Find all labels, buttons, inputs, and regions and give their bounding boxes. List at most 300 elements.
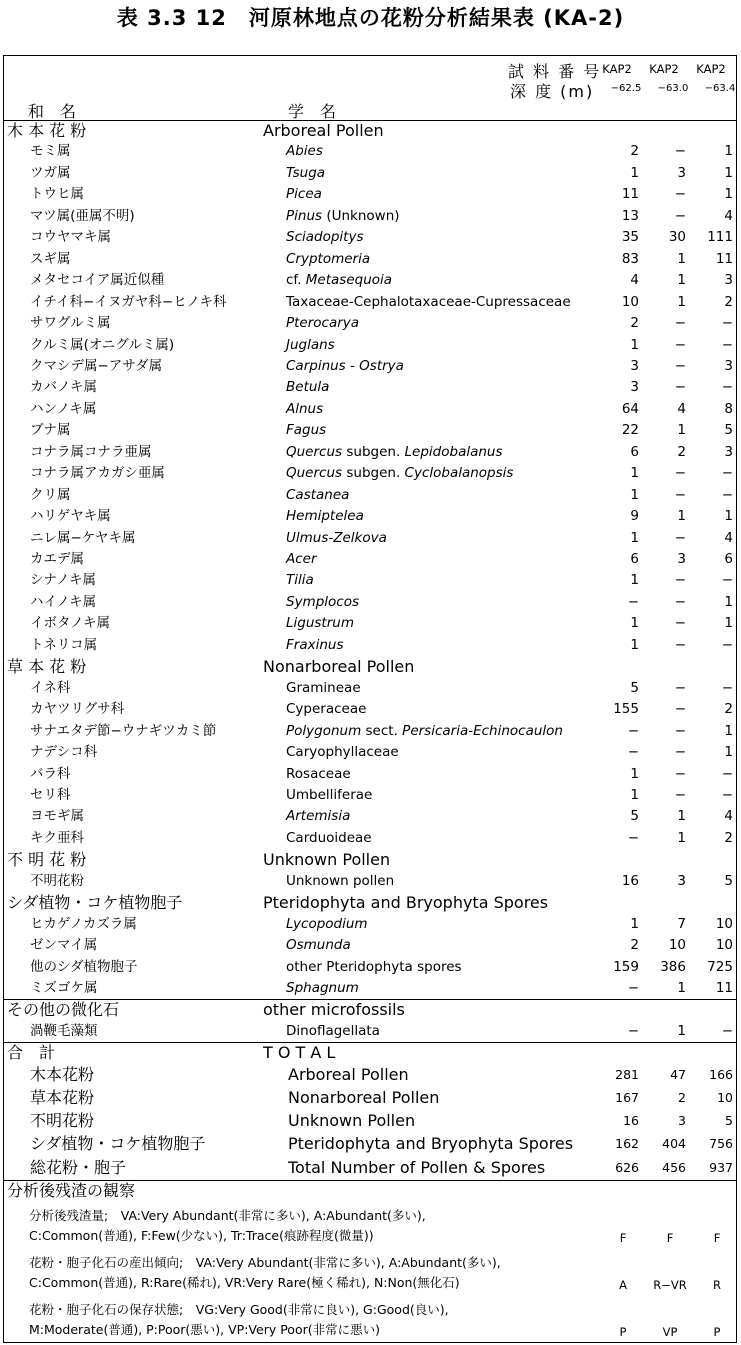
count-value-2: 4 (677, 400, 686, 417)
taxon-scientific-name: Acer (286, 551, 317, 567)
taxon-row (0, 270, 741, 291)
count-value-1: 5 (630, 808, 639, 825)
taxon-scientific-name: Tilia (286, 572, 314, 589)
category-japanese-name: 不 明 花 粉 (7, 850, 87, 870)
taxon-row (0, 163, 741, 184)
taxon-japanese-name: コウヤマキ属 (30, 229, 111, 246)
sample-depth-1: −62.5 (610, 83, 642, 94)
count-value-1: 2 (630, 315, 639, 332)
total-header-row (0, 1042, 741, 1063)
taxon-scientific-name: Taxaceae-Cephalotaxaceae-Cupressaceae (286, 293, 571, 310)
category-row (0, 656, 741, 677)
count-value-2: 3 (677, 164, 686, 181)
total-japanese-name: シダ植物・コケ植物胞子 (30, 1134, 206, 1154)
count-value-2: − (674, 529, 686, 546)
category-scientific-name: Pteridophyta and Bryophyta Spores (263, 893, 549, 913)
taxon-scientific-name: Cyperaceae (286, 701, 367, 718)
taxon-japanese-name: ツガ属 (30, 164, 71, 181)
count-value-2: 1 (677, 272, 686, 289)
observation-legend-line: C:Common(普通), F:Few(少ない), Tr:Trace(痕跡程度(微量)) (29, 1227, 374, 1243)
taxon-row (0, 420, 741, 441)
taxon-row (0, 292, 741, 313)
count-value-3: 937 (709, 1159, 733, 1175)
count-value-1: 1 (630, 164, 639, 181)
count-value-2: − (674, 615, 686, 632)
taxon-japanese-name: バラ科 (30, 765, 71, 782)
count-value-2: 3 (677, 551, 686, 567)
count-value-3: − (721, 379, 733, 396)
taxon-scientific-name: Carpinus - Ostrya (286, 357, 404, 374)
count-value-2: − (674, 701, 686, 718)
taxon-row (0, 764, 741, 785)
taxon-row (0, 442, 741, 463)
count-value-1: − (627, 593, 639, 610)
count-value-2: − (674, 315, 686, 332)
count-value-2: 47 (670, 1066, 686, 1082)
total-english-name: Pteridophyta and Bryophyta Spores (288, 1134, 574, 1154)
count-value-3: 1 (724, 593, 733, 610)
count-value-3: − (721, 765, 733, 782)
category-scientific-name: Nonarboreal Pollen (263, 657, 415, 677)
taxon-japanese-name: トネリコ属 (30, 636, 98, 653)
taxon-row (0, 1021, 741, 1042)
count-value-3: − (721, 315, 733, 332)
total-japanese-name: 総花粉・胞子 (30, 1157, 127, 1177)
observation-legend (29, 1206, 426, 1246)
taxon-row (0, 678, 741, 699)
taxon-scientific-name: Unknown pollen (286, 872, 395, 889)
taxon-row (0, 721, 741, 742)
taxon-japanese-name: ハリゲヤキ属 (30, 508, 111, 525)
count-value-1: 35 (621, 229, 639, 246)
count-value-3: 2 (724, 293, 733, 310)
taxon-japanese-name: 不明花粉 (30, 872, 84, 889)
observation-legend-line: 花粉・胞子化石の産出傾向; VA:Very Abundant(非常に多い), A:Abundant(多い), (29, 1254, 501, 1270)
count-value-3: 1 (724, 508, 733, 525)
total-english-name: Unknown Pollen (288, 1111, 416, 1131)
taxon-scientific-name: Betula (286, 379, 330, 396)
taxon-row (0, 528, 741, 549)
taxon-japanese-name: クマシデ属−アサダ属 (30, 357, 163, 374)
taxon-scientific-name: Fagus (286, 422, 327, 439)
count-value-1: 1 (630, 572, 639, 589)
taxon-japanese-name: クルミ属(オニグルミ属) (30, 336, 175, 353)
observation-value-2: VP (662, 1324, 678, 1339)
count-value-2: 1 (677, 293, 686, 310)
count-value-1: 11 (621, 186, 639, 203)
count-value-1: 3 (630, 379, 639, 396)
count-value-3: 2 (724, 701, 733, 718)
observation-legend-line: M:Moderate(普通), P:Poor(悪い), VP:Very Poor(非常に悪い) (29, 1321, 380, 1337)
category-row (0, 120, 741, 141)
count-value-1: 155 (613, 701, 639, 718)
count-value-3: − (721, 636, 733, 653)
taxon-scientific-name: Sphagnum (286, 980, 359, 996)
taxon-japanese-name: モミ属 (30, 143, 71, 160)
count-value-1: − (627, 980, 639, 996)
total-row (0, 1064, 741, 1085)
count-value-1: 2 (630, 143, 639, 160)
total-english-name: Nonarboreal Pollen (288, 1088, 440, 1107)
taxon-scientific-name: Symplocos (286, 593, 360, 610)
observation-legend-line: 花粉・胞子化石の保存状態; VG:Very Good(非常に良い), G:Good(良い), (29, 1301, 449, 1317)
count-value-3: 756 (709, 1136, 733, 1152)
taxon-row (0, 506, 741, 527)
taxon-scientific-name: Juglans (286, 336, 335, 353)
count-value-2: 1 (677, 422, 686, 439)
count-value-3: 166 (709, 1066, 733, 1082)
taxon-japanese-name: ハンノキ属 (30, 400, 97, 417)
count-value-3: 5 (724, 872, 733, 889)
taxon-scientific-name: Carduoideae (286, 829, 372, 846)
taxon-scientific-name: Lycopodium (286, 915, 368, 932)
count-value-3: − (721, 486, 733, 503)
total-japanese-name: 草本花粉 (30, 1088, 95, 1107)
sample-id-2: KAP2 (649, 62, 679, 76)
count-value-2: 456 (662, 1159, 686, 1175)
taxon-scientific-name: Pinus (Unknown) (286, 207, 400, 224)
taxon-japanese-name: 他のシダ植物胞子 (30, 958, 138, 975)
taxon-japanese-name: シナノキ属 (30, 572, 97, 589)
count-value-2: − (674, 207, 686, 224)
taxon-scientific-name: Abies (286, 143, 323, 160)
count-value-2: − (674, 486, 686, 503)
taxon-row (0, 227, 741, 248)
taxon-row (0, 249, 741, 270)
total-japanese-name: 木本花粉 (30, 1064, 95, 1084)
taxon-row (0, 592, 741, 613)
total-japanese-name: 不明花粉 (30, 1111, 95, 1131)
observation-value-3: F (713, 1230, 721, 1245)
count-value-2: 7 (677, 915, 686, 932)
total-row (0, 1110, 741, 1131)
japanese-name-header: 和 名 (28, 102, 77, 121)
depth-label: 深 度 (m) (510, 82, 595, 101)
count-value-3: − (721, 572, 733, 589)
count-value-2: − (674, 593, 686, 610)
total-english-name: Total Number of Pollen & Spores (288, 1157, 546, 1177)
taxon-row (0, 485, 741, 506)
taxon-row (0, 184, 741, 205)
count-value-2: − (674, 786, 686, 803)
taxon-japanese-name: イチイ科−イヌガヤ科−ヒノキ科 (30, 293, 227, 310)
count-value-2: 1 (677, 250, 686, 267)
taxon-row (0, 635, 741, 656)
taxon-row (0, 377, 741, 398)
page-title: 表 3.3 12 河原林地点の花粉分析結果表 (KA-2) (116, 6, 625, 30)
taxon-row (0, 871, 741, 892)
taxon-japanese-name: メタセコイア属近似種 (30, 272, 165, 289)
taxon-row (0, 699, 741, 720)
observation-title-row (0, 1180, 741, 1201)
count-value-3: 3 (724, 357, 733, 374)
sample-id-3: KAP2 (696, 62, 726, 76)
taxon-scientific-name: cf. Metasequoia (286, 272, 393, 289)
observation-value-3: P (713, 1324, 721, 1339)
taxon-row (0, 785, 741, 806)
taxon-scientific-name: Ulmus-Zelkova (286, 529, 387, 546)
taxon-scientific-name: other Pteridophyta spores (286, 958, 462, 975)
count-value-1: 626 (615, 1159, 639, 1175)
count-value-3: 1 (724, 615, 733, 632)
taxon-japanese-name: カヤツリグサ科 (30, 701, 125, 718)
count-value-2: − (674, 765, 686, 782)
scientific-name-header: 学 名 (288, 102, 337, 121)
taxon-japanese-name: スギ属 (30, 250, 71, 267)
count-value-3: − (721, 336, 733, 353)
taxon-japanese-name: ゼンマイ属 (30, 937, 98, 954)
taxon-row (0, 141, 741, 162)
category-row (0, 849, 741, 870)
taxon-scientific-name: Gramineae (286, 679, 361, 696)
total-english-name: Arboreal Pollen (288, 1064, 409, 1084)
count-value-2: − (674, 465, 686, 482)
count-value-1: 4 (630, 272, 639, 289)
taxon-japanese-name: イボタノキ属 (30, 615, 111, 632)
count-value-3: − (721, 679, 733, 696)
count-value-3: 1 (724, 164, 733, 181)
category-row (0, 892, 741, 913)
sample-depth-2: −63.0 (657, 83, 689, 94)
count-value-3: 11 (715, 250, 733, 267)
count-value-1: 1 (630, 486, 639, 503)
taxon-row (0, 313, 741, 334)
total-row (0, 1157, 741, 1178)
count-value-3: 5 (724, 422, 733, 439)
count-value-1: 1 (630, 765, 639, 782)
count-value-1: 9 (630, 508, 639, 525)
count-value-2: − (674, 722, 686, 739)
taxon-japanese-name: ミズゴケ属 (30, 980, 98, 996)
count-value-1: 2 (630, 937, 639, 954)
count-value-1: 16 (623, 1113, 639, 1129)
taxon-scientific-name: Caryophyllaceae (286, 744, 399, 761)
taxon-scientific-name: Umbelliferae (286, 786, 373, 803)
count-value-1: 1 (630, 465, 639, 482)
count-value-3: 1 (724, 744, 733, 761)
count-value-2: 2 (678, 1090, 686, 1105)
taxon-row (0, 463, 741, 484)
taxon-row (0, 335, 741, 356)
taxon-scientific-name: Dinoflagellata (286, 1022, 380, 1039)
count-value-2: − (674, 357, 686, 374)
taxon-japanese-name: サナエタデ節−ウナギツカミ節 (30, 722, 217, 739)
count-value-1: 3 (630, 357, 639, 374)
observation-value-3: R (713, 1277, 721, 1292)
count-value-3: 4 (724, 808, 733, 825)
observation-legend (29, 1253, 501, 1293)
taxon-japanese-name: サワグルミ属 (30, 315, 111, 332)
taxon-scientific-name: Pterocarya (286, 315, 360, 332)
count-value-2: 1 (677, 1022, 686, 1039)
count-value-3: 6 (724, 551, 733, 567)
count-value-3: − (721, 1022, 733, 1039)
count-value-2: 1 (677, 808, 686, 825)
taxon-row (0, 742, 741, 763)
count-value-1: − (627, 1022, 639, 1039)
count-value-1: 1 (630, 915, 639, 932)
observation-title: 分析後残渣の観察 (7, 1180, 136, 1200)
taxon-row (0, 206, 741, 227)
count-value-2: − (674, 636, 686, 653)
count-value-1: 6 (630, 551, 639, 567)
taxon-scientific-name: Quercus subgen. Cyclobalanopsis (286, 465, 514, 482)
count-value-2: − (674, 143, 686, 160)
taxon-scientific-name: Cryptomeria (286, 250, 371, 267)
taxon-scientific-name: Hemiptelea (286, 508, 364, 525)
taxon-row (0, 914, 741, 935)
count-value-1: 16 (621, 872, 639, 889)
count-value-3: − (721, 786, 733, 803)
observation-legend (29, 1300, 449, 1340)
count-value-1: 167 (615, 1090, 639, 1105)
sample-depth-3: −63.4 (704, 83, 736, 94)
observation-value-1: P (619, 1324, 627, 1339)
category-japanese-name: シダ植物・コケ植物胞子 (7, 893, 183, 913)
taxon-row (0, 957, 741, 978)
count-value-1: 83 (621, 250, 639, 267)
count-value-2: 2 (677, 443, 686, 460)
taxon-japanese-name: カエデ属 (30, 551, 84, 567)
count-value-2: 1 (677, 980, 686, 996)
taxon-row (0, 935, 741, 956)
taxon-row (0, 613, 741, 634)
taxon-row (0, 806, 741, 827)
count-value-1: 1 (630, 615, 639, 632)
count-value-3: − (721, 465, 733, 482)
count-value-3: 10 (715, 937, 733, 954)
count-value-1: − (627, 829, 639, 846)
total-row (0, 1133, 741, 1154)
category-japanese-name: その他の微化石 (7, 1000, 120, 1020)
observation-value-1: A (619, 1277, 627, 1292)
taxon-scientific-name: Picea (286, 186, 322, 203)
category-japanese-name: 草 本 花 粉 (7, 657, 87, 677)
taxon-scientific-name: Rosaceae (286, 765, 351, 782)
taxon-japanese-name: トウヒ属 (30, 186, 84, 203)
observation-value-2: F (666, 1230, 674, 1245)
taxon-japanese-name: ニレ属−ケヤキ属 (30, 529, 136, 546)
count-value-2: − (674, 336, 686, 353)
taxon-japanese-name: ヒカゲノカズラ属 (30, 915, 137, 932)
count-value-2: 30 (668, 229, 686, 246)
count-value-1: − (627, 722, 639, 739)
taxon-japanese-name: カバノキ属 (30, 379, 97, 396)
taxon-japanese-name: 渦鞭毛藻類 (30, 1022, 98, 1039)
count-value-1: 1 (630, 786, 639, 803)
taxon-scientific-name: Quercus subgen. Lepidobalanus (286, 443, 503, 460)
count-value-3: 725 (707, 958, 733, 975)
category-japanese-name: 木 本 花 粉 (7, 121, 87, 140)
taxon-japanese-name: ヨモギ属 (30, 808, 84, 825)
count-value-1: 162 (615, 1136, 639, 1152)
count-value-2: 1 (677, 829, 686, 846)
taxon-scientific-name: Artemisia (286, 808, 351, 825)
count-value-2: − (674, 379, 686, 396)
count-value-3: 11 (715, 980, 733, 996)
taxon-row (0, 356, 741, 377)
taxon-row (0, 549, 741, 570)
category-scientific-name: other microfossils (263, 1000, 405, 1020)
taxon-scientific-name: Polygonum sect. Persicaria-Echinocaulon (286, 722, 563, 739)
count-value-3: 4 (724, 529, 733, 546)
taxon-japanese-name: ハイノキ属 (30, 593, 97, 610)
taxon-japanese-name: ブナ属 (30, 422, 71, 439)
count-value-2: 386 (660, 958, 686, 975)
count-value-2: − (674, 744, 686, 761)
taxon-scientific-name: Ligustrum (286, 615, 354, 632)
count-value-3: 3 (724, 272, 733, 289)
taxon-row (0, 399, 741, 420)
count-value-2: − (674, 572, 686, 589)
count-value-2: 404 (662, 1136, 686, 1152)
observation-legend-line: C:Common(普通), R:Rare(稀れ), VR:Very Rare(極く稀れ), N:Non(無化石) (29, 1274, 460, 1290)
count-value-3: 3 (724, 443, 733, 460)
taxon-japanese-name: コナラ属アカガシ亜属 (30, 465, 165, 482)
count-value-1: − (627, 744, 639, 761)
count-value-2: 10 (668, 937, 686, 954)
taxon-scientific-name: Tsuga (286, 164, 326, 181)
count-value-2: 3 (678, 1113, 686, 1129)
total-english-label: T O T A L (263, 1043, 336, 1063)
count-value-1: 64 (621, 400, 639, 417)
count-value-1: 5 (630, 679, 639, 696)
count-value-3: 10 (715, 915, 733, 932)
taxon-japanese-name: ナデシコ科 (30, 744, 98, 761)
count-value-1: 281 (615, 1066, 639, 1082)
sample-number-label: 試 料 番 号 (508, 62, 602, 81)
taxon-row (0, 828, 741, 849)
count-value-2: − (674, 679, 686, 696)
count-value-1: 22 (621, 422, 639, 439)
count-value-2: − (674, 186, 686, 203)
observation-legend-line: 分析後残渣量; VA:Very Abundant(非常に多い), A:Abundant(多い), (29, 1207, 426, 1223)
count-value-2: 1 (677, 508, 686, 525)
taxon-scientific-name: Osmunda (286, 937, 351, 954)
count-value-3: 5 (725, 1113, 733, 1129)
count-value-3: 111 (707, 229, 733, 246)
count-value-1: 159 (613, 958, 639, 975)
taxon-japanese-name: コナラ属コナラ亜属 (30, 443, 152, 460)
taxon-japanese-name: イネ科 (30, 679, 71, 696)
sample-id-1: KAP2 (602, 62, 632, 76)
count-value-1: 1 (630, 336, 639, 353)
count-value-1: 10 (621, 293, 639, 310)
category-scientific-name: Arboreal Pollen (263, 121, 384, 140)
taxon-scientific-name: Fraxinus (286, 636, 344, 653)
count-value-1: 1 (630, 529, 639, 546)
count-value-3: 2 (724, 829, 733, 846)
taxon-japanese-name: セリ科 (30, 786, 71, 803)
count-value-1: 1 (630, 636, 639, 653)
taxon-scientific-name: Alnus (286, 400, 324, 417)
taxon-scientific-name: Castanea (286, 486, 350, 503)
taxon-scientific-name: Sciadopitys (286, 229, 364, 246)
total-japanese-label: 合 計 (7, 1043, 56, 1063)
taxon-japanese-name: マツ属(亜属不明) (30, 207, 135, 224)
category-row (0, 999, 741, 1020)
taxon-row (0, 570, 741, 591)
category-scientific-name: Unknown Pollen (263, 850, 391, 870)
count-value-3: 8 (724, 400, 733, 417)
count-value-1: 6 (630, 443, 639, 460)
count-value-3: 1 (724, 143, 733, 160)
total-row (0, 1087, 741, 1108)
count-value-3: 1 (724, 722, 733, 739)
taxon-japanese-name: クリ属 (30, 486, 71, 503)
taxon-row (0, 978, 741, 999)
count-value-2: 3 (677, 872, 686, 889)
